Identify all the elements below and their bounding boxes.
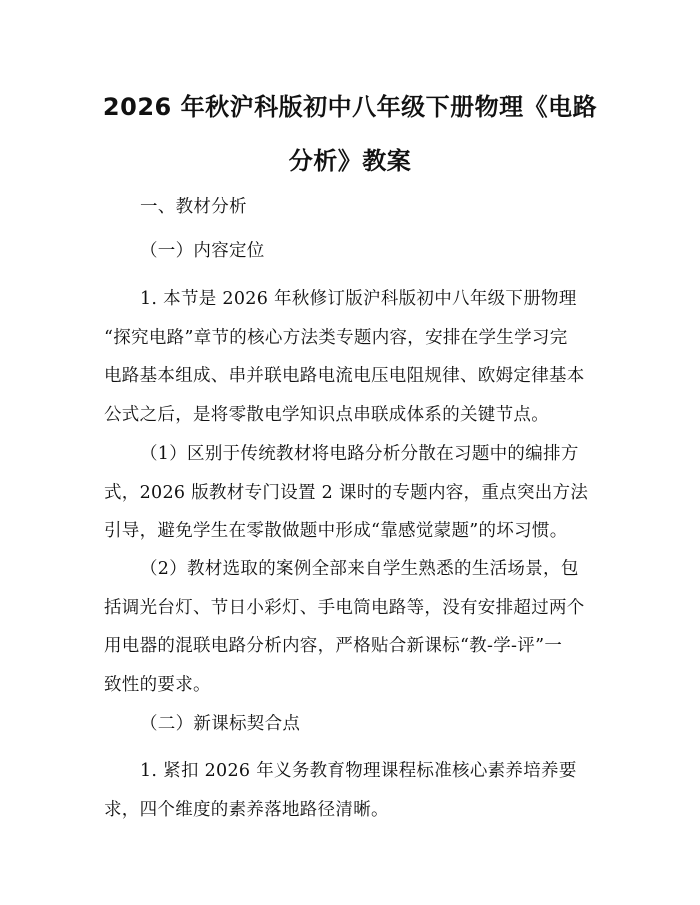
paragraph-line: （2）教材选取的案例全部来自学生熟悉的生活场景，包 [140,559,579,579]
paragraph-line: 1. 本节是 2026 年秋修订版沪科版初中八年级下册物理 [140,289,577,309]
paragraph-line: 公式之后，是将零散电学知识点串联成体系的关键节点。 [104,404,549,425]
subsection-heading-content-positioning: （一）内容定位 [140,241,265,261]
title-line: 2026 年秋沪科版初中八年级下册物理《电路 [102,93,598,121]
paragraph-line: 用电器的混联电路分析内容，严格贴合新课标“教-学-评”一 [104,636,563,656]
paragraph-line: 电路基本组成、串并联电路电流电压电阻规律、欧姆定律基本 [104,366,585,386]
paragraph-line: 1. 紧扣 2026 年义务教育物理课程标准核心素养培养要 [140,761,577,781]
document-title [100,80,600,188]
paragraph-2 [104,435,600,551]
paragraph-line: “探究电路”章节的核心方法类专题内容，安排在学生学习完 [104,327,568,348]
paragraph-line: 求，四个维度的素养落地路径清晰。 [104,799,389,820]
section-heading-textbook-analysis: 一、教材分析 [140,197,247,217]
paragraph-line: 引导，避免学生在零散做题中形成“靠感觉蒙题”的坏习惯。 [104,521,568,541]
paragraph-3 [104,550,600,704]
paragraph-1 [104,280,600,434]
paragraph-line: （1）区别于传统教材将电路分析分散在习题中的编排方 [140,444,579,464]
paragraph-line: 致性的要求。 [104,674,211,695]
paragraph-line: 式，2026 版教材专门设置 2 课时的专题内容，重点突出方法 [104,482,589,503]
subsection-heading-curriculum-alignment: （二）新课标契合点 [140,714,301,734]
title-line: 分析》教案 [288,147,412,175]
paragraph-4 [104,752,600,829]
paragraph-line: 括调光台灯、节日小彩灯、手电筒电路等，没有安排超过两个 [104,597,585,618]
